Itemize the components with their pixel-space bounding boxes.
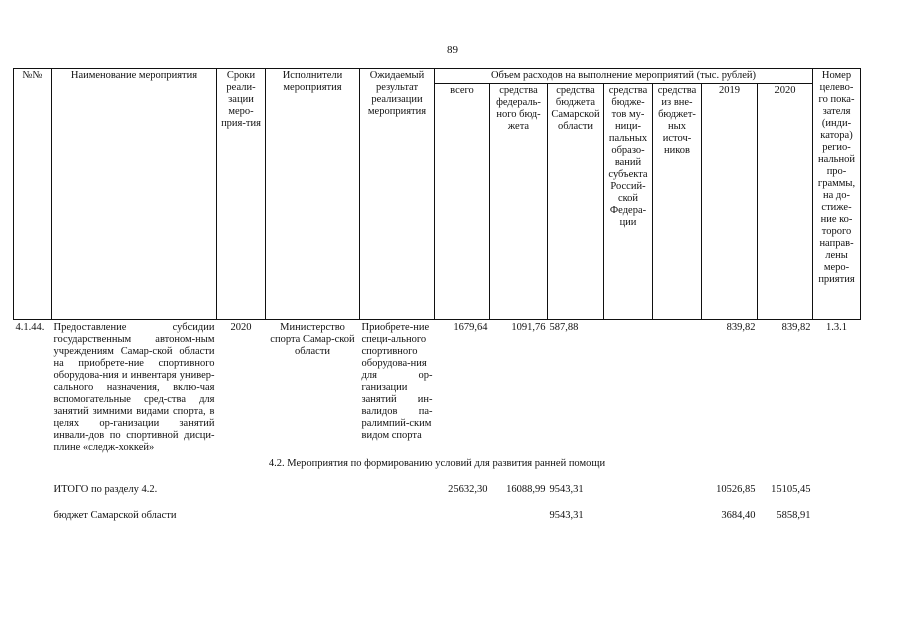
- header-offbudget: средства из вне-бюджет-ных источ-ников: [653, 84, 702, 320]
- total-federal: 16088,99: [506, 484, 546, 495]
- row-federal: 1091,76: [511, 322, 546, 333]
- budget-2019: 3684,40: [721, 510, 756, 521]
- section-title: 4.2. Мероприятия по формированию условий для развития ранней помощи: [268, 458, 606, 469]
- row-terms: 2020: [230, 322, 252, 333]
- budget-label: бюджет Самарской области: [53, 510, 177, 521]
- header-result: Ожидаемый результат реализации мероприятия: [360, 69, 435, 320]
- row-num: 4.1.44.: [15, 322, 45, 333]
- row-2019: 839,82: [726, 322, 756, 333]
- row-municipal: [604, 320, 653, 457]
- row-result: Приобрете-ние специ-ального спортивного оборудова-ния для ор-ганизации занятий ин-валидов па-ралимпий-ским видом спорта: [361, 322, 433, 441]
- header-regional: средства бюджета Самарской области: [548, 84, 604, 320]
- budget-2020: 5858,91: [776, 510, 811, 521]
- table-row-budget-samara: [14, 508, 861, 524]
- header-2019: 2019: [702, 84, 758, 320]
- section-row-4-2: [14, 456, 861, 472]
- total-2020: 15105,45: [771, 484, 811, 495]
- row-name: Предоставление субсидии государственным автоном-ным учреждениям Самар-ской области на приобрете-ние спортивного оборудова-ния и инвентаря универ-сального назначения, вклю-чая вспомогательные сред-ства для занятий зимними видами спорта, в целях ор-ганизации занятий инвали-дов по спортивной дисци-плине «следж-хоккей»: [53, 322, 215, 453]
- expenses-table: [13, 68, 861, 524]
- row-total: 1679,64: [453, 322, 488, 333]
- row-indicator: 1.3.1: [826, 322, 847, 333]
- table-row-total-4-2: [14, 482, 861, 498]
- header-name: Наименование мероприятия: [52, 69, 217, 320]
- total-label: ИТОГО по разделу 4.2.: [53, 484, 158, 495]
- header-num: №№: [14, 69, 52, 320]
- total-2019: 10526,85: [716, 484, 756, 495]
- header-indicator: Номер целево-го пока-зателя (инди-катора) регио-нальной про-граммы, на до-стиже-ние ко-торого направ-лены меро-приятия: [813, 69, 861, 320]
- row-2020: 839,82: [781, 322, 811, 333]
- table-row-4-1-44: [14, 320, 861, 457]
- row-executor: Министерство спорта Самар-ской области: [270, 322, 355, 357]
- header-2020: 2020: [758, 84, 813, 320]
- header-federal: средства федераль-ного бюд-жета: [490, 84, 548, 320]
- header-terms: Сроки реали-зации меро-прия-тия: [217, 69, 266, 320]
- row-offbudget: [653, 320, 702, 457]
- header-municipal: средства бюдже-тов му-ници-пальных образо-ваний субъекта Россий-ской Федера-ции: [604, 84, 653, 320]
- total-total: 25632,30: [448, 484, 488, 495]
- header-total: всего: [435, 84, 490, 320]
- header-expenses-group: Объем расходов на выполнение мероприятий (тыс. рублей): [435, 69, 813, 84]
- budget-regional: 9543,31: [549, 510, 584, 521]
- page-number: 89: [447, 44, 458, 56]
- header-executors: Исполнители мероприятия: [266, 69, 360, 320]
- total-regional: 9543,31: [549, 484, 584, 495]
- row-regional: 587,88: [549, 322, 579, 333]
